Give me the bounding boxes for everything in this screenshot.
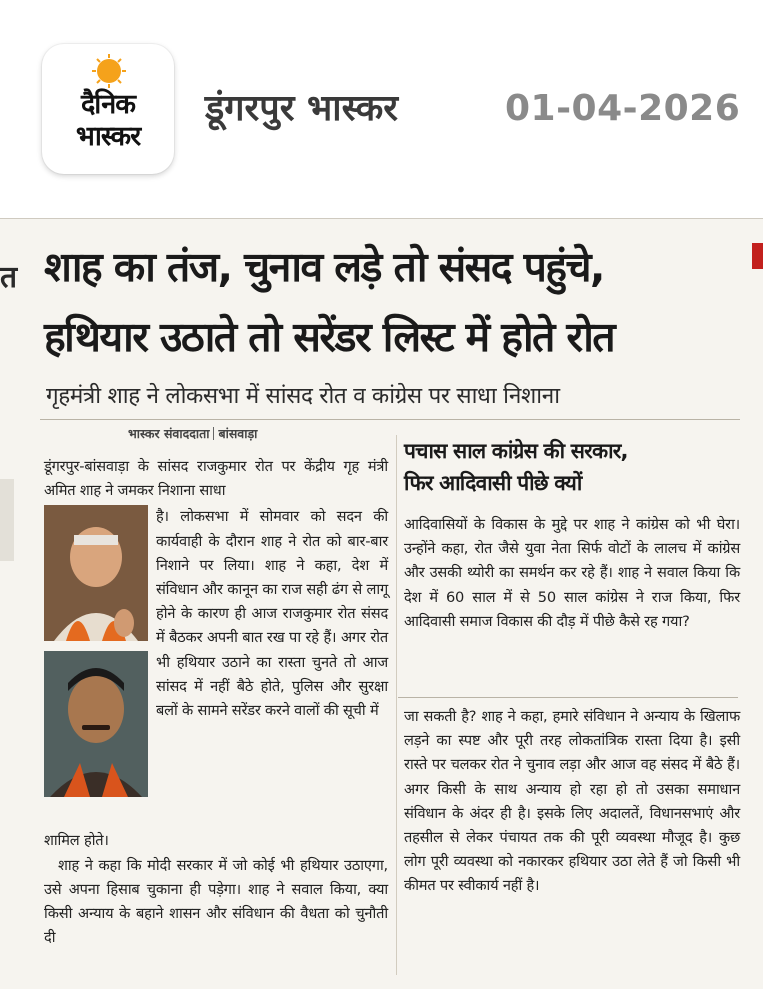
byline: [128, 425, 257, 442]
photo-row: [44, 505, 388, 829]
byline-separator: [213, 427, 214, 440]
article-paragraph-3: शाह ने कहा कि मोदी सरकार में जो कोई भी हथियार उठाएगा, उसे अपना हिसाब चुकाना ही पड़ेगा। शाह ने सवाल किया, क्या किसी अन्याय के बहाने शासन और संविधान की वैधता को चुनौती दी: [44, 856, 388, 947]
edition-date: 01-04-2026: [505, 88, 741, 129]
article-right-column: [404, 705, 740, 899]
logo-text-dainik: दैनिक: [80, 89, 136, 120]
logo-text-bhaskar: भास्कर: [75, 121, 141, 152]
amit-shah-photo: [44, 505, 148, 641]
adjacent-article-strip: [0, 479, 14, 561]
headline-line-2: हथियार उठाते तो सरेंडर लिस्ट में होते रोत: [44, 313, 614, 361]
byline-source: भास्कर संवाददाता: [128, 426, 210, 441]
adjacent-article-fragment: त: [0, 260, 18, 295]
divider: [398, 697, 738, 698]
adjacent-article-marker: [752, 243, 763, 269]
edition-title: डूंगरपुर भास्कर: [205, 88, 398, 129]
box-headline: [404, 435, 740, 499]
subheadline: गृहमंत्री शाह ने लोकसभा में सांसद रोत व कांग्रेस पर साधा निशाना: [46, 383, 560, 409]
rajkumar-rot-photo: [44, 651, 148, 797]
app-header: [0, 0, 763, 218]
article-paragraph-2-wrap: [156, 505, 388, 723]
box-headline-line-1: पचास साल कांग्रेस की सरकार,: [404, 439, 628, 463]
sun-icon: [92, 54, 126, 88]
box-paragraph: आदिवासियों के विकास के मुद्दे पर शाह ने कांग्रेस को भी घेरा। उन्होंने कहा, रोत जैसे युवा नेता सिर्फ वोटों के लालच में कांग्रेस और उसकी थ्योरी का समर्थन कर रहे हैं। शाह ने सवाल किया कि देश में 60 साल में से 50 साल कांग्रेस ने राज किया, फिर आदिवासी समाज विकास की दौड़ में पीछे कैसे रह गया?: [404, 516, 740, 630]
headline-line-1: शाह का तंज, चुनाव लड़े तो संसद पहुंचे,: [44, 243, 604, 291]
divider: [40, 419, 740, 420]
column-divider: [396, 435, 397, 975]
sidebar-box: [404, 435, 740, 634]
article-left-column: [44, 455, 388, 950]
dainik-bhaskar-logo[interactable]: [42, 44, 174, 174]
article-paragraph-2: है। लोकसभा में सोमवार को सदन की कार्यवाही के दौरान शाह ने रोत को बार-बार निशाने पर लिया। शाह ने कहा, देश में संविधान और कानून का राज सही ढंग से लागू होने के कारण ही आज राजकुमार रोत संसद में बैठकर अपनी बात रख पा रहे हैं। अगर रोत भी हथियार उठाने का रास्ता चुनते तो आज सांसद में नहीं बैठे होते, पुलिस और सुरक्षा बलों के सामने सरेंडर करने वालों की सूची में: [156, 508, 388, 720]
byline-place: बांसवाड़ा: [218, 426, 258, 441]
article-paragraph-1: डूंगरपुर-बांसवाड़ा के सांसद राजकुमार रोत पर केंद्रीय गृह मंत्री अमित शाह ने जमकर निशाना साधा: [44, 458, 388, 500]
box-headline-line-2: फिर आदिवासी पीछे क्यों: [404, 471, 582, 495]
article-paragraph-4: जा सकती है? शाह ने कहा, हमारे संविधान ने अन्याय के खिलाफ लड़ने का स्पष्ट और पूरी तरह लोकतांत्रिक रास्ता दिया है। इसी रास्ते पर चलकर रोत ने चुनाव लड़ा और आज वह संसद में बैठे हैं। अगर किसी के साथ अन्याय हो रहा हो तो उसका समाधान संविधान के अंदर ही है। इसके लिए अदालतें, विधानसभाएं और तहसील से लेकर पंचायत तक की पूरी व्यवस्था मौजूद है। कुछ लोग पूरी व्यवस्था को नकारकर हथियार उठा लेते हैं जो किसी भी कीमत पर स्वीकार्य नहीं है।: [404, 708, 740, 895]
newspaper-clipping: [0, 218, 763, 989]
article-paragraph-2-tail: शामिल होते।: [44, 832, 109, 850]
